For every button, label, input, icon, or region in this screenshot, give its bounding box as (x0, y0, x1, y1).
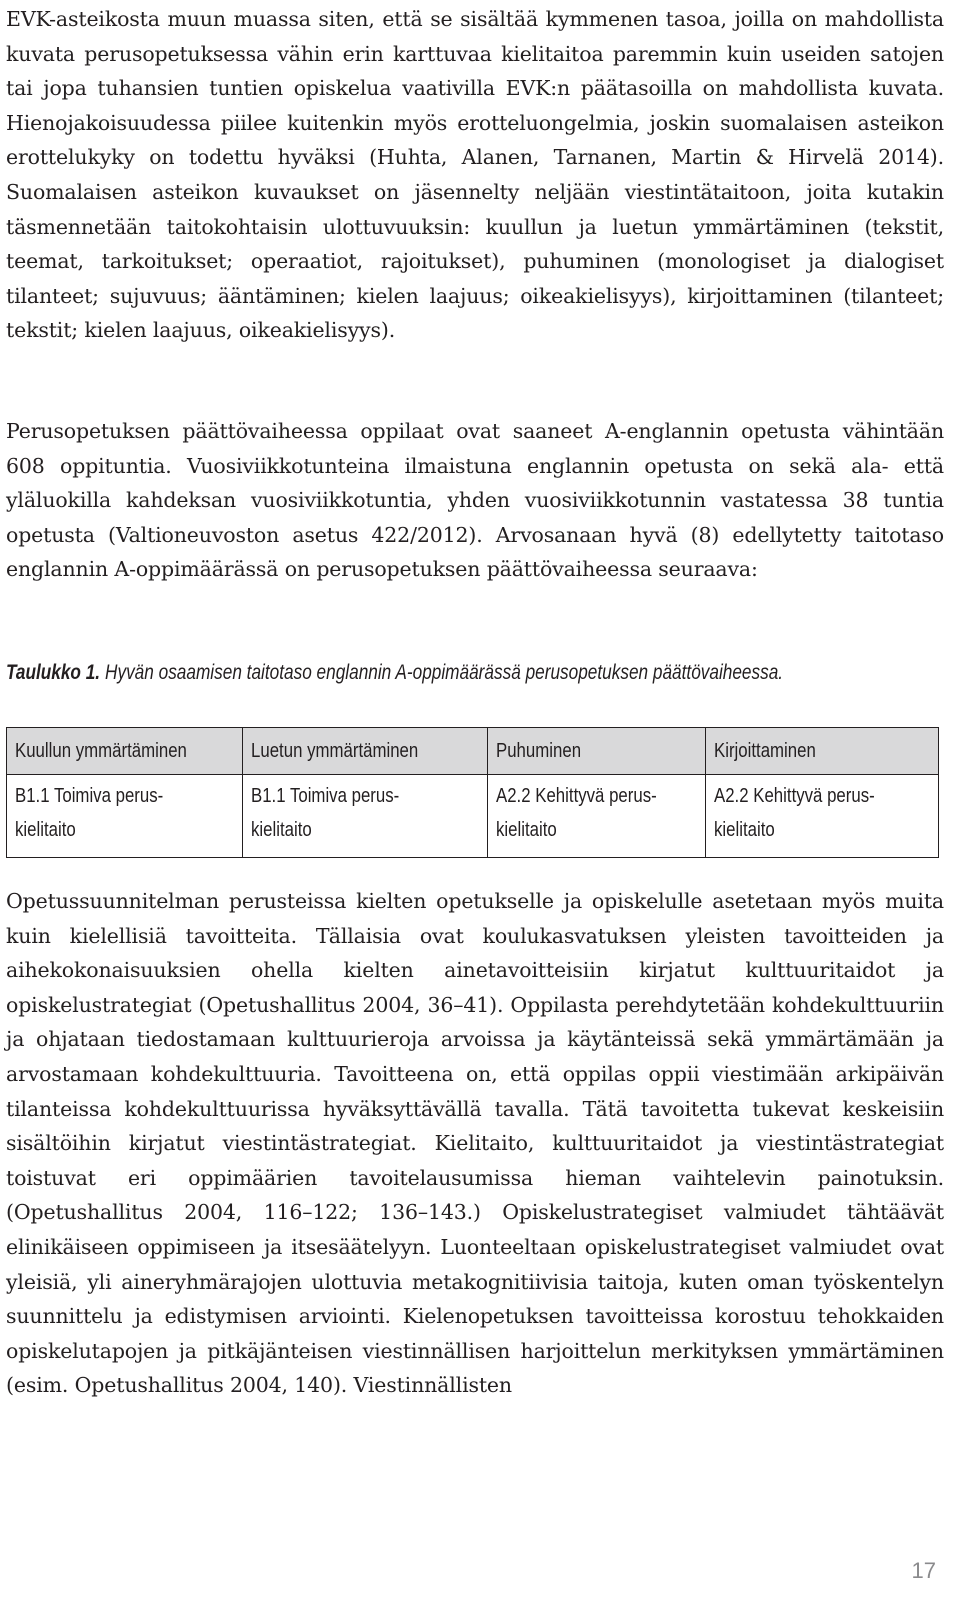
table-cell-writing: A2.2 Kehittyvä perus- kielitaito (706, 775, 939, 858)
header-cell-reading: Luetun ymmärtäminen (242, 728, 488, 775)
table-header-row (7, 728, 939, 775)
header-cell-listening: Kuullun ymmärtäminen (7, 728, 243, 775)
table-caption-label: Taulukko 1. (6, 661, 101, 684)
header-cell-writing: Kirjoittaminen (706, 728, 939, 775)
body-paragraph-2: Perusopetuksen päättövaiheessa oppilaat ovat saaneet A-englannin opetusta vähintään 608 oppituntia. Vuosiviikkotunteina ilmaistuna englannin opetusta on sekä ala- että yläluokilla kahdeksan vuosiviikkotuntia, yhden vuosiviikkotunnin vastatessa 38 tuntia opetusta (Valtioneuvoston asetus 422/2012). Arvosanaan hyvä (8) edellytetty taitotaso englannin A-oppimäärässä on perusopetuksen päättövaiheessa seuraava: (6, 419, 944, 582)
table-caption-text: Hyvän osaamisen taitotaso englannin A-oppimäärässä perusopetuksen päättövaiheessa. (105, 661, 784, 684)
page-number: 17 (911, 1558, 936, 1583)
table-cell-reading: B1.1 Toimiva perus- kielitaito (242, 775, 488, 858)
skill-level-table-wrapper (6, 727, 939, 858)
table-caption (6, 656, 784, 690)
table-cell-speaking: A2.2 Kehittyvä perus- kielitaito (488, 775, 706, 858)
skill-level-table (6, 727, 939, 858)
header-cell-speaking: Puhuminen (488, 728, 706, 775)
table-row (7, 775, 939, 858)
body-paragraph-1: EVK-asteikosta muun muassa siten, että se sisältää kymmenen tasoa, joilla on mahdollista kuvata perusopetuksessa vähin erin karttuvaa kielitaitoa paremmin kuin useiden satojen tai jopa tuhansien tuntien opiskelua vaativilla EVK:n päätasoilla on mahdollista kuvata. Hienojakoisuudessa piilee kuitenkin myös erotteluongelmia, joskin suomalaisen asteikon erottelukyky on todettu hyväksi (Huhta, Alanen, Tarnanen, Martin & Hirvelä 2014). Suomalaisen asteikon kuvaukset on jäsennelty neljään viestintätaitoon, joita kutakin täsmennetään taitokohtaisin ulottuvuuksin: kuullun ja luetun ymmärtäminen (tekstit, teemat, tarkoitukset; operaatiot, rajoitukset), puhuminen (monologiset ja dialogiset tilanteet; sujuvuus; ääntäminen; kielen laajuus; oikeakielisyys), kirjoittaminen (tilanteet; tekstit; kielen laajuus, oikeakielisyys). (6, 7, 944, 343)
table-cell-listening: B1.1 Toimiva perus- kielitaito (7, 775, 243, 858)
body-paragraph-3: Opetussuunnitelman perusteissa kielten opetukselle ja opiskelulle asetetaan myös muita kuin kielellisiä tavoitteita. Tällaisia ovat koulukasvatuksen yleisten tavoitteiden ja aihekokonaisuuksien ohella kielten ainetavoitteisiin kirjatut kulttuuritaidot ja opiskelustrategiat (Opetushallitus 2004, 36–41). Oppilasta perehdytetään kohdekulttuuriin ja ohjataan tiedostamaan kulttuurieroja arvoissa ja käytänteissä sekä ymmärtämään ja arvostamaan kohdekulttuuria. Tavoitteena on, että oppilas oppii viestimään arkipäivän tilanteissa kohdekulttuurissa hyväksyttävällä tavalla. Tätä tavoitetta tukevat keskeisiin sisältöihin kirjatut viestintästrategiat. Kielitaito, kulttuuritaidot ja viestintästrategiat toistuvat eri oppimäärien tavoitelausumissa hieman vaihtelevin painotuksin. (Opetushallitus 2004, 116–122; 136–143.) Opiskelustrategiset valmiudet tähtäävät elinikäiseen oppimiseen ja itsesäätelyyn. Luonteeltaan opiskelustrategiset valmiudet ovat yleisiä, yli aineryhmärajojen ulottuvia metakognitiivisia taitoja, kuten oman työskentelyn suunnittelu ja edistymisen arviointi. Kielenopetuksen tavoitteissa korostuu tehokkaiden opiskelutapojen ja pitkäjänteisen viestinnällisen harjoittelun merkityksen ymmärtäminen (esim. Opetushallitus 2004, 140). Viestinnällisten (6, 889, 944, 1398)
